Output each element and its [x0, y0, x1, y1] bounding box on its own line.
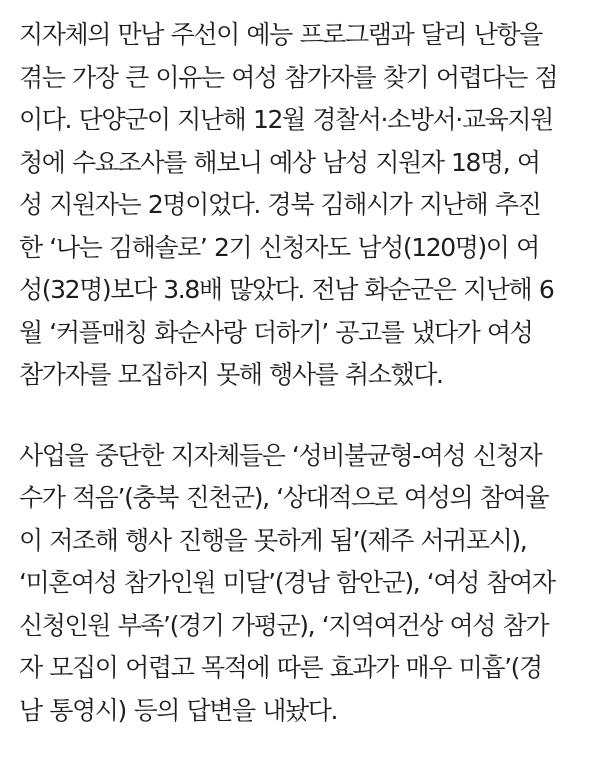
article-body: [19, 0, 591, 732]
paragraph-line: 성 지원자는 2명이었다. 경북 김해시가 지난해 추진: [19, 190, 541, 219]
paragraph-line: 자 모집이 어렵고 목적에 따른 효과가 매우 미흡’(경: [19, 653, 542, 682]
paragraph-line: 성(32명)보다 3.8배 많았다. 전남 화순군은 지난해 6: [19, 275, 554, 304]
paragraph-line: 겪는 가장 큰 이유는 여성 참가자를 찾기 어렵다는 점: [19, 62, 558, 92]
paragraph-line: 이다. 단양군이 지난해 12월 경찰서·소방서·교육지원: [19, 105, 553, 134]
paragraph-line: 남 통영시) 등의 답변을 내놨다.: [19, 695, 338, 725]
paragraph-line: 한 ‘나는 김해솔로’ 2기 신청자도 남성(120명)이 여: [19, 232, 539, 262]
paragraph-line: 월 ‘커플매칭 화순사랑 더하기’ 공고를 냈다가 여성: [19, 317, 533, 347]
article-paragraph-2: [19, 435, 591, 733]
paragraph-line: 수가 적음’(충북 진천군), ‘상대적으로 여성의 참여율: [19, 483, 549, 512]
paragraph-line: 이 저조해 행사 진행을 못하게 됨’(제주 서귀포시),: [19, 525, 527, 555]
paragraph-line: 참가자를 모집하지 못해 행사를 취소했다.: [19, 360, 443, 389]
paragraph-line: 청에 수요조사를 해보니 예상 남성 지원자 18명, 여: [19, 147, 540, 177]
article-paragraph-1: [19, 0, 591, 397]
paragraph-line: 지자체의 만남 주선이 예능 프로그램과 달리 난항을: [19, 20, 543, 49]
paragraph-line: 신청인원 부족’(경기 가평군), ‘지역여건상 여성 참가: [19, 610, 549, 640]
paragraph-line: ‘미혼여성 참가인원 미달’(경남 함안군), ‘여성 참여자: [19, 568, 555, 597]
paragraph-line: 사업을 중단한 지자체들은 ‘성비불균형-여성 신청자: [19, 440, 542, 470]
